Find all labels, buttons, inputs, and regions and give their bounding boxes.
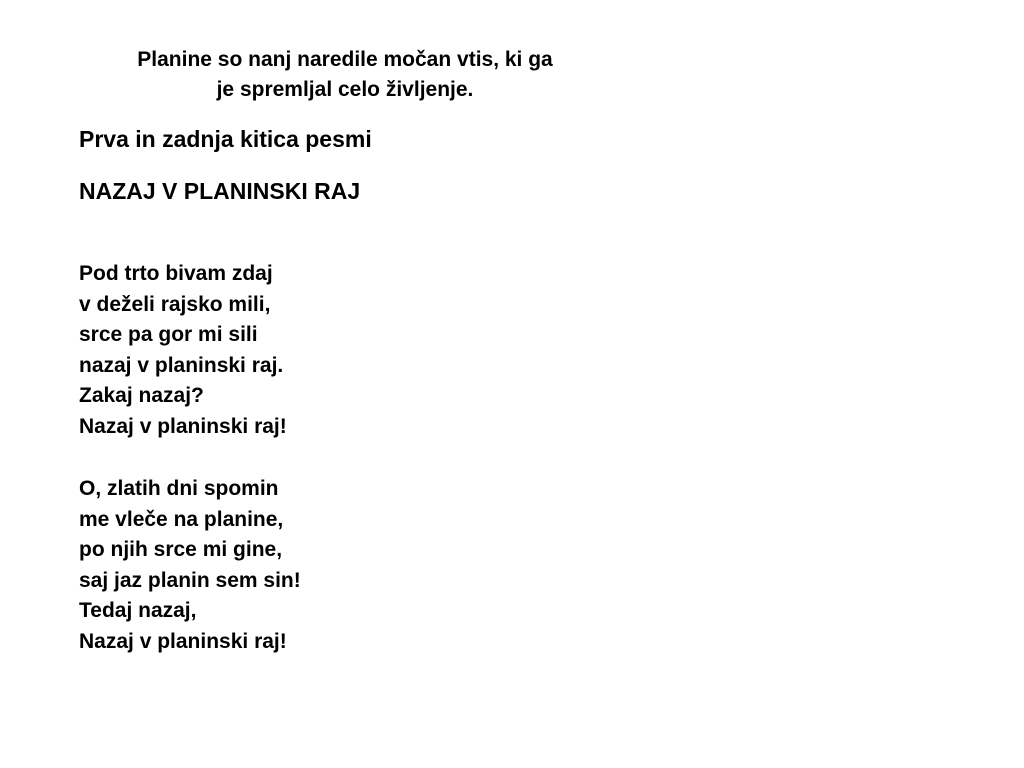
poem-line: po njih srce mi gine,	[79, 538, 283, 561]
poem-line: Tedaj nazaj,	[79, 599, 197, 622]
poem-line: v deželi rajsko mili,	[79, 292, 271, 316]
poem-line: Nazaj v planinski raj!	[79, 629, 287, 653]
poem-line: srce pa gor mi sili	[79, 323, 258, 346]
poem-stanza-2	[79, 474, 301, 657]
poem-line: O, zlatih dni spomin	[79, 477, 279, 500]
poem-line: saj jaz planin sem sin!	[79, 568, 301, 592]
intro-line: je spremljal celo življenje.	[216, 78, 474, 101]
poem-line: Zakaj nazaj?	[79, 384, 204, 407]
poem-line: Nazaj v planinski raj!	[79, 414, 287, 438]
poem-stanza-1	[79, 259, 287, 442]
poem-line: nazaj v planinski raj.	[79, 353, 284, 377]
poem-line: Pod trto bivam zdaj	[79, 262, 273, 285]
intro-line: Planine so nanj naredile močan vtis, ki ga	[137, 48, 553, 71]
intro-text	[80, 45, 610, 105]
poem-title: NAZAJ V PLANINSKI RAJ	[79, 178, 361, 204]
section-subtitle: Prva in zadnja kitica pesmi	[79, 126, 372, 152]
poem-line: me vleče na planine,	[79, 507, 284, 531]
